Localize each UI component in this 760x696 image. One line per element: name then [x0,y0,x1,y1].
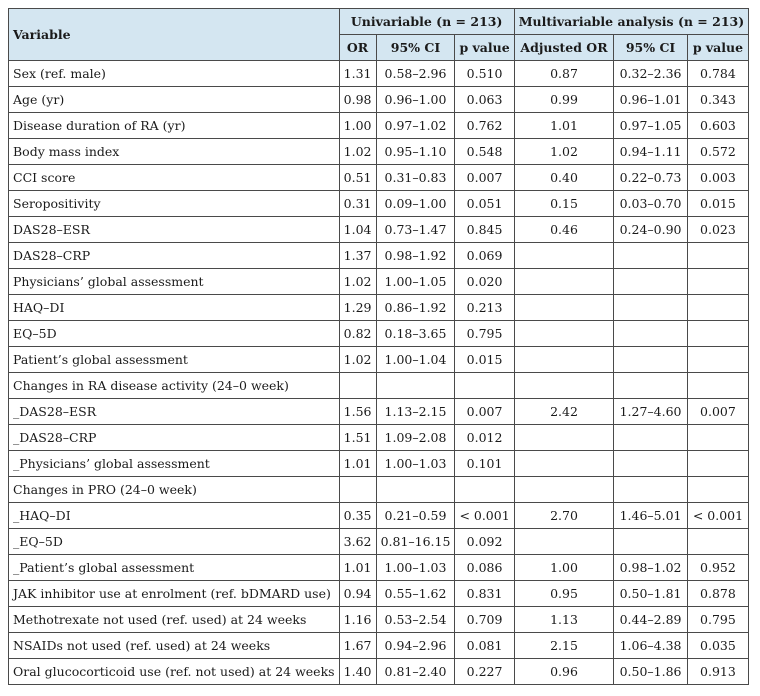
adjusted-pvalue-cell: 0.015 [687,191,748,217]
or-cell [339,477,376,503]
adjusted-or-cell [514,451,614,477]
adjusted-pvalue-cell: 0.003 [687,165,748,191]
adjusted-pvalue-cell [687,243,748,269]
adjusted-pvalue-cell: 0.795 [687,607,748,633]
variable-cell: Sex (ref. male) [9,61,340,87]
adjusted-pvalue-cell: 0.784 [687,61,748,87]
pvalue-cell: 0.795 [455,321,514,347]
header-variable: Variable [9,9,340,61]
variable-cell: _HAQ–DI [9,503,340,529]
table-row [9,399,749,425]
adjusted-pvalue-cell: 0.952 [687,555,748,581]
table-row [9,295,749,321]
or-cell: 1.01 [339,451,376,477]
or-cell: 3.62 [339,529,376,555]
ci-cell: 1.09–2.08 [376,425,455,451]
variable-cell: Changes in RA disease activity (24–0 week) [9,373,340,399]
adjusted-ci-cell: 0.22–0.73 [614,165,687,191]
or-cell: 1.16 [339,607,376,633]
adjusted-ci-cell [614,373,687,399]
pvalue-cell: 0.227 [455,659,514,685]
ci-cell: 0.53–2.54 [376,607,455,633]
table-row [9,321,749,347]
ci-cell: 0.81–16.15 [376,529,455,555]
header-pvalue-adjusted: p value [687,35,748,61]
pvalue-cell: 0.092 [455,529,514,555]
pvalue-cell: 0.101 [455,451,514,477]
pvalue-cell: 0.007 [455,165,514,191]
table-row [9,607,749,633]
adjusted-or-cell: 0.99 [514,87,614,113]
adjusted-or-cell: 1.01 [514,113,614,139]
adjusted-pvalue-cell: 0.603 [687,113,748,139]
or-cell: 0.35 [339,503,376,529]
adjusted-or-cell: 0.40 [514,165,614,191]
variable-cell: HAQ–DI [9,295,340,321]
adjusted-or-cell: 2.42 [514,399,614,425]
adjusted-or-cell [514,529,614,555]
or-cell: 1.56 [339,399,376,425]
adjusted-ci-cell: 1.46–5.01 [614,503,687,529]
adjusted-ci-cell: 0.32–2.36 [614,61,687,87]
adjusted-or-cell: 0.46 [514,217,614,243]
table-row [9,555,749,581]
adjusted-pvalue-cell [687,321,748,347]
or-cell: 1.67 [339,633,376,659]
or-cell: 1.02 [339,269,376,295]
ci-cell: 1.00–1.03 [376,451,455,477]
adjusted-ci-cell: 0.98–1.02 [614,555,687,581]
or-cell: 1.40 [339,659,376,685]
adjusted-or-cell [514,269,614,295]
variable-cell: Methotrexate not used (ref. used) at 24 weeks [9,607,340,633]
adjusted-or-cell [514,243,614,269]
adjusted-pvalue-cell [687,269,748,295]
table-row [9,503,749,529]
adjusted-ci-cell [614,269,687,295]
regression-table [8,8,749,685]
pvalue-cell: 0.213 [455,295,514,321]
or-cell: 1.04 [339,217,376,243]
variable-cell: _Physicians’ global assessment [9,451,340,477]
table-row [9,633,749,659]
adjusted-pvalue-cell [687,373,748,399]
ci-cell: 0.09–1.00 [376,191,455,217]
ci-cell: 0.98–1.92 [376,243,455,269]
or-cell [339,373,376,399]
adjusted-ci-cell: 0.94–1.11 [614,139,687,165]
adjusted-pvalue-cell: 0.035 [687,633,748,659]
adjusted-ci-cell [614,477,687,503]
or-cell: 1.31 [339,61,376,87]
ci-cell: 0.31–0.83 [376,165,455,191]
adjusted-pvalue-cell [687,425,748,451]
header-pvalue: p value [455,35,514,61]
variable-cell: _DAS28–CRP [9,425,340,451]
pvalue-cell: 0.086 [455,555,514,581]
ci-cell: 1.00–1.05 [376,269,455,295]
adjusted-or-cell: 0.15 [514,191,614,217]
or-cell: 0.94 [339,581,376,607]
pvalue-cell: 0.762 [455,113,514,139]
ci-cell: 1.00–1.04 [376,347,455,373]
table-row [9,243,749,269]
variable-cell: Seropositivity [9,191,340,217]
pvalue-cell: 0.548 [455,139,514,165]
adjusted-ci-cell: 0.24–0.90 [614,217,687,243]
adjusted-pvalue-cell: 0.023 [687,217,748,243]
or-cell: 1.29 [339,295,376,321]
table-row [9,451,749,477]
adjusted-ci-cell [614,321,687,347]
adjusted-or-cell: 2.15 [514,633,614,659]
adjusted-or-cell: 1.13 [514,607,614,633]
variable-cell: Age (yr) [9,87,340,113]
adjusted-pvalue-cell: 0.878 [687,581,748,607]
adjusted-or-cell: 2.70 [514,503,614,529]
variable-cell: Physicians’ global assessment [9,269,340,295]
ci-cell [376,373,455,399]
variable-cell: CCI score [9,165,340,191]
variable-cell: EQ–5D [9,321,340,347]
header-ci-adjusted: 95% CI [614,35,687,61]
adjusted-ci-cell [614,243,687,269]
table-row [9,165,749,191]
pvalue-cell: 0.012 [455,425,514,451]
table-container [8,8,749,685]
header-adjusted-or: Adjusted OR [514,35,614,61]
table-row [9,61,749,87]
adjusted-or-cell [514,321,614,347]
pvalue-cell: 0.063 [455,87,514,113]
table-row [9,477,749,503]
adjusted-ci-cell: 1.06–4.38 [614,633,687,659]
variable-cell: Disease duration of RA (yr) [9,113,340,139]
pvalue-cell [455,477,514,503]
ci-cell: 0.95–1.10 [376,139,455,165]
ci-cell: 0.97–1.02 [376,113,455,139]
or-cell: 1.37 [339,243,376,269]
pvalue-cell: 0.020 [455,269,514,295]
table-row [9,269,749,295]
ci-cell: 0.94–2.96 [376,633,455,659]
adjusted-ci-cell [614,295,687,321]
adjusted-or-cell [514,347,614,373]
adjusted-ci-cell [614,425,687,451]
or-cell: 1.02 [339,139,376,165]
adjusted-pvalue-cell: 0.007 [687,399,748,425]
table-row [9,529,749,555]
pvalue-cell: 0.845 [455,217,514,243]
adjusted-pvalue-cell [687,477,748,503]
adjusted-ci-cell: 0.97–1.05 [614,113,687,139]
adjusted-ci-cell: 0.50–1.81 [614,581,687,607]
ci-cell: 0.96–1.00 [376,87,455,113]
adjusted-pvalue-cell [687,451,748,477]
adjusted-or-cell: 1.00 [514,555,614,581]
adjusted-pvalue-cell: 0.572 [687,139,748,165]
or-cell: 1.01 [339,555,376,581]
table-row [9,113,749,139]
variable-cell: Changes in PRO (24–0 week) [9,477,340,503]
pvalue-cell: 0.081 [455,633,514,659]
adjusted-or-cell [514,373,614,399]
adjusted-pvalue-cell: < 0.001 [687,503,748,529]
header-or: OR [339,35,376,61]
table-row [9,659,749,685]
ci-cell: 1.00–1.03 [376,555,455,581]
adjusted-pvalue-cell [687,347,748,373]
variable-cell: _DAS28–ESR [9,399,340,425]
adjusted-or-cell [514,477,614,503]
variable-cell: DAS28–CRP [9,243,340,269]
variable-cell: NSAIDs not used (ref. used) at 24 weeks [9,633,340,659]
variable-cell: _EQ–5D [9,529,340,555]
pvalue-cell: 0.051 [455,191,514,217]
or-cell: 0.31 [339,191,376,217]
adjusted-pvalue-cell [687,529,748,555]
or-cell: 0.51 [339,165,376,191]
table-row [9,347,749,373]
table-row [9,217,749,243]
variable-cell: Oral glucocorticoid use (ref. not used) at 24 weeks [9,659,340,685]
variable-cell: Patient’s global assessment [9,347,340,373]
header-univariable: Univariable (n = 213) [339,9,514,35]
header-ci: 95% CI [376,35,455,61]
ci-cell: 0.21–0.59 [376,503,455,529]
adjusted-ci-cell [614,347,687,373]
adjusted-or-cell: 0.95 [514,581,614,607]
adjusted-ci-cell: 0.03–0.70 [614,191,687,217]
or-cell: 1.02 [339,347,376,373]
variable-cell: _Patient’s global assessment [9,555,340,581]
pvalue-cell: 0.510 [455,61,514,87]
adjusted-ci-cell: 1.27–4.60 [614,399,687,425]
or-cell: 0.98 [339,87,376,113]
table-body [9,61,749,685]
adjusted-or-cell: 0.87 [514,61,614,87]
ci-cell: 0.55–1.62 [376,581,455,607]
adjusted-or-cell [514,295,614,321]
table-row [9,139,749,165]
adjusted-pvalue-cell: 0.343 [687,87,748,113]
adjusted-or-cell: 0.96 [514,659,614,685]
ci-cell: 0.81–2.40 [376,659,455,685]
pvalue-cell: 0.015 [455,347,514,373]
pvalue-cell: 0.069 [455,243,514,269]
adjusted-or-cell: 1.02 [514,139,614,165]
adjusted-ci-cell: 0.50–1.86 [614,659,687,685]
pvalue-cell: 0.709 [455,607,514,633]
adjusted-ci-cell: 0.96–1.01 [614,87,687,113]
adjusted-pvalue-cell [687,295,748,321]
header-multivariable: Multivariable analysis (n = 213) [514,9,748,35]
table-row [9,581,749,607]
variable-cell: JAK inhibitor use at enrolment (ref. bDMARD use) [9,581,340,607]
ci-cell: 1.13–2.15 [376,399,455,425]
table-header [9,9,749,61]
ci-cell: 0.73–1.47 [376,217,455,243]
adjusted-ci-cell: 0.44–2.89 [614,607,687,633]
table-row [9,191,749,217]
pvalue-cell: 0.007 [455,399,514,425]
variable-cell: Body mass index [9,139,340,165]
pvalue-cell [455,373,514,399]
ci-cell [376,477,455,503]
adjusted-ci-cell [614,529,687,555]
adjusted-ci-cell [614,451,687,477]
ci-cell: 0.58–2.96 [376,61,455,87]
adjusted-pvalue-cell: 0.913 [687,659,748,685]
adjusted-or-cell [514,425,614,451]
or-cell: 0.82 [339,321,376,347]
ci-cell: 0.86–1.92 [376,295,455,321]
table-row [9,373,749,399]
ci-cell: 0.18–3.65 [376,321,455,347]
pvalue-cell: < 0.001 [455,503,514,529]
or-cell: 1.00 [339,113,376,139]
variable-cell: DAS28–ESR [9,217,340,243]
pvalue-cell: 0.831 [455,581,514,607]
or-cell: 1.51 [339,425,376,451]
table-row [9,87,749,113]
table-row [9,425,749,451]
